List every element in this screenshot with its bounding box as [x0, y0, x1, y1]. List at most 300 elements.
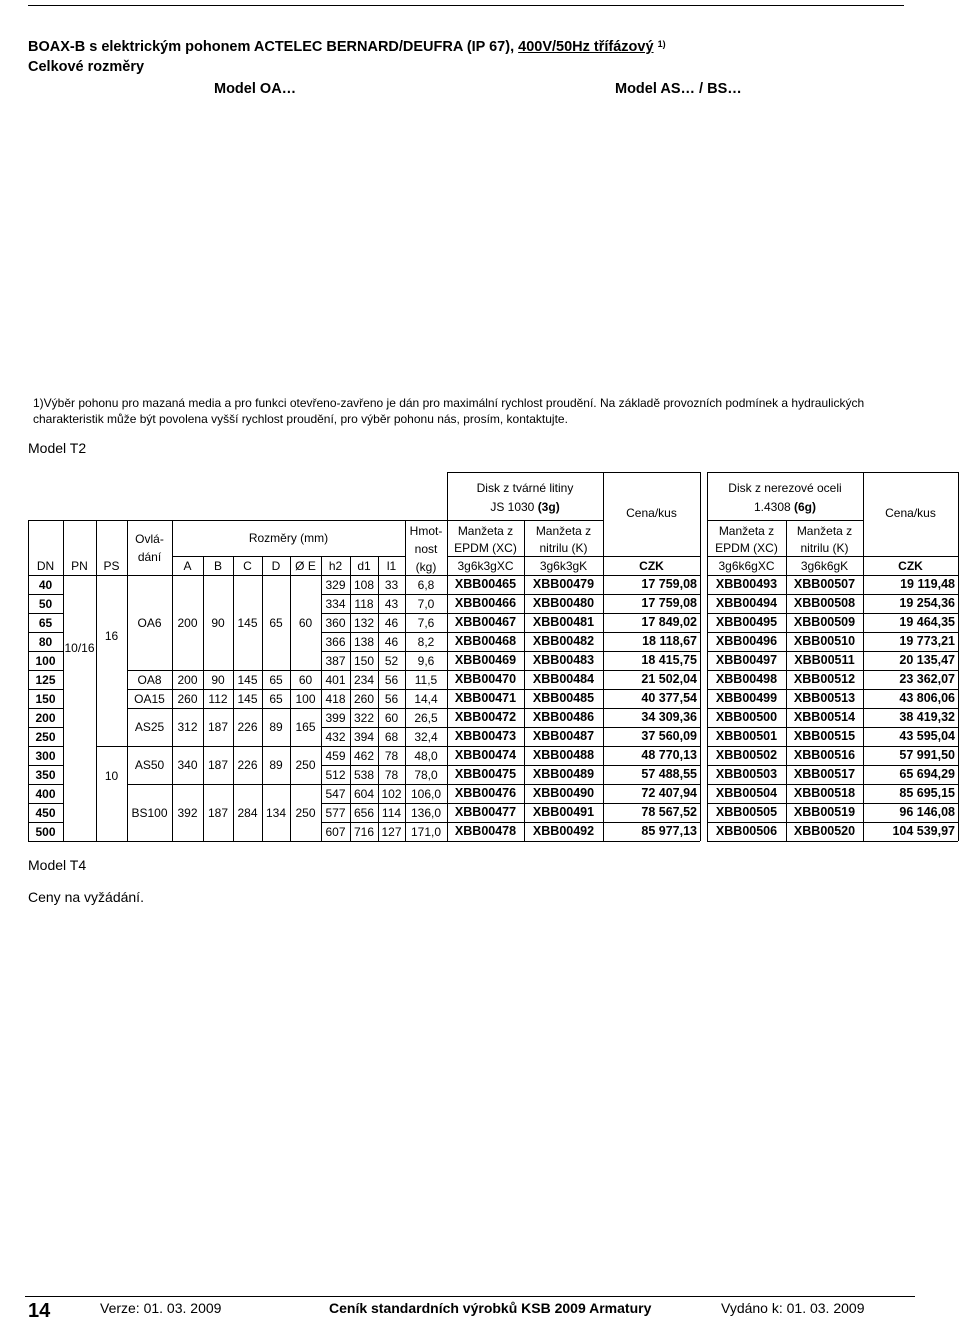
- row-40-weight: 6,8: [417, 577, 435, 592]
- row-40-code-epdm-steel: XBB00493: [715, 577, 778, 592]
- row-40-h2: 329: [325, 577, 346, 592]
- header-disk-cast-iron-material: JS 1030: [490, 500, 538, 514]
- row-rule: [63, 841, 127, 842]
- row-350-d1: 538: [353, 767, 375, 782]
- row-100-d1: 150: [353, 653, 375, 668]
- row-rule: [707, 746, 958, 747]
- header-disk-cast-iron-2: [447, 497, 603, 517]
- header-czk-2: CZK: [898, 558, 923, 573]
- row-150-price-steel: 43 806,06: [899, 691, 955, 706]
- row-100-code-epdm: XBB00469: [454, 653, 517, 668]
- row-350-l1: 78: [384, 767, 399, 782]
- header-col-rule: [863, 472, 864, 575]
- row-rule: [28, 594, 63, 595]
- row-450-code-epdm: XBB00477: [454, 805, 517, 820]
- row-500-price-steel: 104 539,97: [892, 824, 955, 839]
- row-40-l1: 33: [384, 577, 399, 592]
- group-as25-b: 187: [207, 720, 229, 734]
- col-rule: [378, 575, 379, 841]
- row-150-l1: 56: [384, 691, 399, 706]
- row-65-price-steel: 19 464,35: [899, 615, 955, 630]
- header-weight-1: Hmot-: [409, 524, 443, 538]
- row-80-code-nitril: XBB00482: [532, 634, 595, 649]
- row-300-price-cast-iron: 48 770,13: [641, 748, 697, 763]
- row-rule: [707, 841, 958, 842]
- row-50-price-cast-iron: 17 759,08: [641, 596, 697, 611]
- header-nitril-steel-2: nitrilu (K): [800, 540, 849, 555]
- col-rule: [172, 575, 173, 841]
- row-125-price-cast-iron: 21 502,04: [641, 672, 697, 687]
- row-150-code-epdm-steel: XBB00499: [715, 691, 778, 706]
- row-350-code-nitril-steel: XBB00517: [793, 767, 856, 782]
- row-rule: [707, 689, 958, 690]
- row-250-code-nitril: XBB00487: [532, 729, 595, 744]
- header-disk-cast-iron-code: (3g): [537, 500, 560, 514]
- row-250-price-steel: 43 595,04: [899, 729, 955, 744]
- group-oa15-actuator: OA15: [134, 691, 165, 706]
- page-number: 14: [28, 1300, 51, 1322]
- header-nitril-2: nitrilu (K): [539, 540, 588, 555]
- row-300-code-nitril-steel: XBB00516: [793, 748, 856, 763]
- header-bottom-rule: [28, 575, 700, 576]
- col-rule: [786, 575, 787, 841]
- col-rule: [290, 575, 291, 841]
- row-250-d1: 394: [353, 729, 375, 744]
- group-bs100-d: 134: [265, 805, 287, 820]
- header-nitril-1: Manžeta z: [535, 523, 592, 538]
- row-350-dn: 350: [35, 767, 56, 782]
- header-col-rule: [786, 520, 787, 575]
- row-rule: [321, 727, 700, 728]
- row-65-code-nitril-steel: XBB00509: [793, 615, 856, 630]
- header-weight-3: (kg): [415, 559, 437, 574]
- row-400-price-steel: 85 695,15: [899, 786, 955, 801]
- group-rule: [127, 746, 321, 747]
- group-as25-c: 226: [237, 720, 258, 734]
- title-footnote-mark: 1): [657, 39, 666, 49]
- disk-steel-mid-rule: [707, 520, 863, 521]
- group-as50-d: 89: [269, 758, 283, 772]
- col-rule: [707, 575, 708, 841]
- group-oa6-b: 90: [211, 615, 225, 630]
- header-dim-l1: l1: [386, 558, 397, 573]
- group-oa6-a: 200: [177, 615, 198, 630]
- row-65-code-epdm: XBB00467: [454, 615, 517, 630]
- row-50-code-epdm-steel: XBB00494: [715, 596, 778, 611]
- row-80-code-epdm: XBB00468: [454, 634, 517, 649]
- group-oa8-c: 145: [237, 672, 258, 687]
- header-dim-a: A: [183, 558, 192, 573]
- row-450-d1: 656: [353, 805, 375, 820]
- row-300-price-steel: 57 991,50: [899, 748, 955, 763]
- row-400-code-epdm-steel: XBB00504: [715, 786, 778, 801]
- row-500-code-epdm: XBB00478: [454, 824, 517, 839]
- row-450-code-nitril: XBB00491: [532, 805, 595, 820]
- header-nitril-steel-1: Manžeta z: [796, 523, 853, 538]
- header-epdm-2: EPDM (XC): [454, 540, 517, 555]
- header-code-6gk: 3g6k6gK: [800, 558, 849, 573]
- row-50-weight: 7,0: [417, 596, 435, 611]
- header-dim-b: B: [213, 558, 222, 573]
- group-as50-a: 340: [177, 758, 198, 772]
- row-350-price-cast-iron: 57 488,55: [641, 767, 697, 782]
- row-rule: [28, 613, 63, 614]
- row-450-weight: 136,0: [410, 805, 442, 820]
- row-200-l1: 60: [384, 710, 399, 725]
- header-disk-steel-2: [707, 497, 863, 517]
- row-200-code-epdm: XBB00472: [454, 710, 517, 725]
- row-200-code-nitril-steel: XBB00514: [793, 710, 856, 725]
- row-rule: [28, 765, 63, 766]
- row-rule: [321, 841, 700, 842]
- row-250-price-cast-iron: 37 560,09: [641, 729, 697, 744]
- row-80-code-epdm-steel: XBB00496: [715, 634, 778, 649]
- row-50-code-nitril-steel: XBB00508: [793, 596, 856, 611]
- row-100-price-steel: 20 135,47: [899, 653, 955, 668]
- row-125-code-epdm-steel: XBB00498: [715, 672, 778, 687]
- ps-value-10: 10: [104, 768, 119, 783]
- row-350-code-epdm: XBB00475: [454, 767, 517, 782]
- row-rule: [321, 822, 700, 823]
- group-oa15-d: 65: [269, 691, 283, 706]
- row-rule: [321, 784, 700, 785]
- group-bs100-b: 187: [207, 805, 229, 820]
- title-prefix: BOAX-B s elektrickým pohonem ACTELEC BERNARD/DEUFRA (IP 67),: [28, 39, 519, 55]
- row-400-price-cast-iron: 72 407,94: [641, 786, 697, 801]
- row-250-weight: 32,4: [414, 729, 438, 744]
- row-rule: [28, 746, 63, 747]
- header-col-rule: [321, 556, 322, 575]
- row-400-code-epdm: XBB00476: [454, 786, 517, 801]
- row-250-code-nitril-steel: XBB00515: [793, 729, 856, 744]
- group-oa15-b: 112: [208, 691, 228, 706]
- row-400-h2: 547: [325, 786, 346, 801]
- row-150-d1: 260: [353, 691, 375, 706]
- header-dim-d1: d1: [357, 558, 371, 573]
- header-disk-steel-material: 1.4308: [753, 500, 795, 514]
- header-epdm-steel-1: Manžeta z: [718, 523, 775, 538]
- row-150-dn: 150: [35, 691, 56, 706]
- row-200-price-steel: 38 419,32: [899, 710, 955, 725]
- row-rule: [321, 689, 700, 690]
- row-300-code-epdm: XBB00474: [454, 748, 517, 763]
- row-rule: [321, 670, 700, 671]
- row-300-code-nitril: XBB00488: [532, 748, 595, 763]
- col-rule: [447, 575, 448, 841]
- header-pn: PN: [71, 558, 88, 573]
- codes-rule: [707, 556, 958, 557]
- ps-value-16: 16: [104, 628, 119, 643]
- row-rule: [707, 822, 958, 823]
- pn-value: 10/16: [64, 641, 95, 655]
- row-125-l1: 56: [384, 672, 399, 687]
- row-450-price-cast-iron: 78 567,52: [641, 805, 697, 820]
- col-rule: [63, 575, 64, 841]
- group-bs100-actuator: BS100: [131, 805, 168, 820]
- row-500-code-epdm-steel: XBB00506: [715, 824, 778, 839]
- row-rule: [707, 613, 958, 614]
- group-as50-b: 187: [207, 758, 229, 772]
- row-150-code-nitril-steel: XBB00513: [793, 691, 856, 706]
- header-col-rule: [603, 472, 604, 575]
- col-rule: [700, 575, 701, 841]
- row-125-code-nitril-steel: XBB00512: [793, 672, 856, 687]
- row-300-l1: 78: [384, 748, 399, 763]
- header-price-2: Cena/kus: [885, 506, 936, 520]
- row-40-price-cast-iron: 17 759,08: [641, 577, 697, 592]
- ps-group-rule: [96, 746, 127, 747]
- footer-issued: Vydáno k: 01. 03. 2009: [721, 1300, 865, 1316]
- header-col-rule: [96, 520, 97, 575]
- disk-cast-iron-top-rule: [447, 472, 700, 473]
- dimensions-sub-rule: [172, 556, 405, 557]
- header-col-rule: [447, 472, 448, 575]
- row-250-h2: 432: [325, 729, 346, 744]
- row-250-code-epdm-steel: XBB00501: [715, 729, 778, 744]
- row-40-d1: 108: [353, 577, 375, 592]
- row-100-h2: 387: [325, 653, 346, 668]
- top-rule: [28, 5, 904, 6]
- col-rule: [863, 575, 864, 841]
- header-code-3gxc: 3g6k3gXC: [457, 558, 514, 573]
- group-rule: [127, 689, 321, 690]
- group-rule: [127, 841, 321, 842]
- row-80-price-cast-iron: 18 118,67: [642, 634, 697, 649]
- title-underlined: 400V/50Hz třífázový: [518, 39, 654, 55]
- group-oa15-e: 100: [295, 691, 316, 706]
- header-price-1: Cena/kus: [626, 506, 677, 520]
- row-100-dn: 100: [35, 653, 56, 668]
- row-300-d1: 462: [353, 748, 375, 763]
- header-col-rule: [203, 556, 204, 575]
- header-col-rule: [524, 520, 525, 575]
- row-rule: [707, 727, 958, 728]
- group-as50-actuator: AS50: [134, 758, 165, 772]
- row-40-dn: 40: [38, 577, 53, 592]
- group-oa15-c: 145: [237, 691, 258, 706]
- header-col-rule: [958, 472, 959, 575]
- row-450-code-nitril-steel: XBB00519: [793, 805, 856, 820]
- row-400-weight: 106,0: [410, 786, 442, 801]
- row-500-code-nitril-steel: XBB00520: [793, 824, 856, 839]
- row-500-price-cast-iron: 85 977,13: [641, 824, 697, 839]
- row-40-code-epdm: XBB00465: [454, 577, 517, 592]
- group-as50-e: 250: [295, 758, 316, 772]
- row-50-code-nitril: XBB00480: [532, 596, 595, 611]
- row-rule: [707, 784, 958, 785]
- header-ovladani-2: dání: [137, 549, 162, 564]
- group-as25-a: 312: [177, 720, 198, 734]
- row-50-dn: 50: [38, 596, 53, 611]
- row-450-h2: 577: [325, 805, 346, 820]
- row-50-h2: 334: [325, 596, 346, 611]
- row-rule: [28, 727, 63, 728]
- row-65-d1: 132: [353, 615, 375, 630]
- row-125-code-epdm: XBB00470: [454, 672, 517, 687]
- col-rule: [603, 575, 604, 841]
- row-300-weight: 48,0: [414, 748, 438, 763]
- header-top-rule: [28, 520, 447, 521]
- row-200-code-nitril: XBB00486: [532, 710, 595, 725]
- header-col-rule: [262, 556, 263, 575]
- group-oa6-actuator: OA6: [137, 615, 162, 630]
- header-dim-c: C: [243, 558, 252, 573]
- row-80-dn: 80: [38, 634, 53, 649]
- row-150-price-cast-iron: 40 377,54: [641, 691, 697, 706]
- footer-rule: [25, 1296, 915, 1297]
- row-80-code-nitril-steel: XBB00510: [793, 634, 856, 649]
- disk-cast-iron-mid-rule: [447, 520, 603, 521]
- model-as-label: Model AS… / BS…: [615, 81, 742, 97]
- col-rule: [28, 575, 29, 841]
- row-65-price-cast-iron: 17 849,02: [641, 615, 697, 630]
- footnote: 1)Výběr pohonu pro mazaná media a pro funkci otevřeno-zavřeno je dán pro maximální rychlost proudění. Na základě provozních podmínek a hydraulických charakteristik může být povolena vyšší rychlost proudění, pro výběr pohonu nás, prosím, kontaktujte.: [33, 396, 865, 426]
- row-100-code-epdm-steel: XBB00497: [715, 653, 778, 668]
- row-80-l1: 46: [384, 634, 399, 649]
- row-rule: [707, 594, 958, 595]
- row-150-code-nitril: XBB00485: [532, 691, 595, 706]
- group-oa15-a: 260: [177, 691, 198, 706]
- row-65-weight: 7,6: [417, 615, 435, 630]
- row-500-l1: 127: [381, 824, 402, 839]
- header-bottom-rule: [707, 575, 958, 576]
- row-65-code-nitril: XBB00481: [532, 615, 595, 630]
- header-code-3gk: 3g6k3gK: [539, 558, 588, 573]
- row-500-weight: 171,0: [410, 824, 442, 839]
- header-dn: DN: [36, 558, 55, 573]
- row-125-weight: 11,5: [414, 672, 438, 687]
- row-400-d1: 604: [353, 786, 375, 801]
- row-rule: [707, 765, 958, 766]
- page-subtitle: Celkové rozměry: [28, 59, 145, 75]
- row-500-dn: 500: [35, 824, 56, 839]
- row-50-d1: 118: [354, 596, 374, 611]
- row-250-code-epdm: XBB00473: [454, 729, 517, 744]
- row-400-l1: 102: [381, 786, 402, 801]
- model-oa-label: Model OA…: [214, 81, 297, 97]
- header-epdm-1: Manžeta z: [457, 523, 514, 538]
- row-100-price-cast-iron: 18 415,75: [641, 653, 697, 668]
- col-rule: [203, 575, 204, 841]
- footer-version: Verze: 01. 03. 2009: [100, 1300, 222, 1316]
- row-150-h2: 418: [325, 691, 346, 706]
- header-epdm-steel-2: EPDM (XC): [715, 540, 778, 555]
- row-100-code-nitril-steel: XBB00511: [794, 653, 855, 668]
- row-rule: [707, 803, 958, 804]
- row-65-h2: 360: [325, 615, 346, 630]
- header-disk-steel-1: Disk z nerezové oceli: [728, 481, 842, 495]
- row-400-code-nitril-steel: XBB00518: [793, 786, 856, 801]
- row-rule: [707, 651, 958, 652]
- header-col-rule: [700, 472, 701, 575]
- header-disk-cast-iron-1: Disk z tvárné litiny: [476, 481, 574, 495]
- row-rule: [28, 803, 63, 804]
- header-col-rule: [233, 556, 234, 575]
- row-300-h2: 459: [325, 748, 346, 763]
- row-350-code-nitril: XBB00489: [532, 767, 595, 782]
- col-rule: [233, 575, 234, 841]
- row-50-price-steel: 19 254,36: [899, 596, 955, 611]
- row-65-code-epdm-steel: XBB00495: [715, 615, 778, 630]
- row-125-code-nitril: XBB00484: [532, 672, 595, 687]
- group-rule: [127, 784, 321, 785]
- row-50-l1: 43: [384, 596, 399, 611]
- row-rule: [321, 803, 700, 804]
- row-rule: [28, 689, 63, 690]
- row-80-price-steel: 19 773,21: [899, 634, 955, 649]
- row-450-code-epdm-steel: XBB00505: [715, 805, 778, 820]
- header-col-rule: [707, 472, 708, 575]
- header-col-rule: [290, 556, 291, 575]
- col-rule: [405, 575, 406, 841]
- row-100-l1: 52: [384, 653, 399, 668]
- group-oa8-a: 200: [177, 672, 198, 687]
- header-code-6gxc: 3g6k6gXC: [718, 558, 775, 573]
- row-125-dn: 125: [35, 672, 56, 687]
- row-200-d1: 322: [353, 710, 375, 725]
- col-rule: [524, 575, 525, 841]
- row-350-h2: 512: [325, 767, 346, 782]
- group-oa8-b: 90: [211, 672, 225, 687]
- row-80-h2: 366: [325, 634, 346, 649]
- group-rule: [127, 708, 321, 709]
- row-100-weight: 9,6: [417, 653, 435, 668]
- group-oa6-d: 65: [269, 615, 283, 630]
- group-as25-actuator: AS25: [134, 720, 165, 734]
- row-350-code-epdm-steel: XBB00503: [715, 767, 778, 782]
- row-rule: [28, 841, 63, 842]
- row-rule: [707, 708, 958, 709]
- row-200-price-cast-iron: 34 309,36: [641, 710, 697, 725]
- row-350-price-steel: 65 694,29: [899, 767, 955, 782]
- codes-rule: [447, 556, 700, 557]
- row-125-d1: 234: [353, 672, 375, 687]
- header-col-rule: [350, 556, 351, 575]
- col-rule: [350, 575, 351, 841]
- row-40-price-steel: 19 119,48: [900, 577, 955, 592]
- row-80-weight: 8,2: [417, 634, 435, 649]
- col-rule: [958, 575, 959, 841]
- group-oa6-c: 145: [237, 615, 258, 630]
- row-500-h2: 607: [325, 824, 346, 839]
- row-125-h2: 401: [325, 672, 346, 687]
- row-80-d1: 138: [353, 634, 375, 649]
- row-300-code-epdm-steel: XBB00502: [715, 748, 778, 763]
- row-40-code-nitril: XBB00479: [532, 577, 595, 592]
- header-col-rule: [378, 556, 379, 575]
- row-350-weight: 78,0: [414, 767, 438, 782]
- disk-steel-top-rule: [707, 472, 958, 473]
- page-title: [28, 38, 666, 56]
- col-rule: [321, 575, 322, 841]
- header-col-rule: [63, 520, 64, 575]
- section-title-t4: Model T4: [28, 857, 87, 873]
- col-rule: [96, 575, 97, 841]
- header-col-rule: [172, 520, 173, 575]
- header-czk-1: CZK: [639, 558, 664, 573]
- row-450-l1: 114: [381, 805, 402, 820]
- row-500-d1: 716: [353, 824, 375, 839]
- disk-cast-iron-top-rule: [700, 472, 701, 473]
- header-dim-d: D: [271, 558, 281, 573]
- row-250-l1: 68: [384, 729, 399, 744]
- row-rule: [707, 670, 958, 671]
- row-100-code-nitril: XBB00483: [532, 653, 595, 668]
- row-200-h2: 399: [325, 710, 346, 725]
- row-200-dn: 200: [35, 710, 56, 725]
- t4-note: Ceny na vyžádání.: [28, 889, 144, 905]
- row-rule: [28, 784, 63, 785]
